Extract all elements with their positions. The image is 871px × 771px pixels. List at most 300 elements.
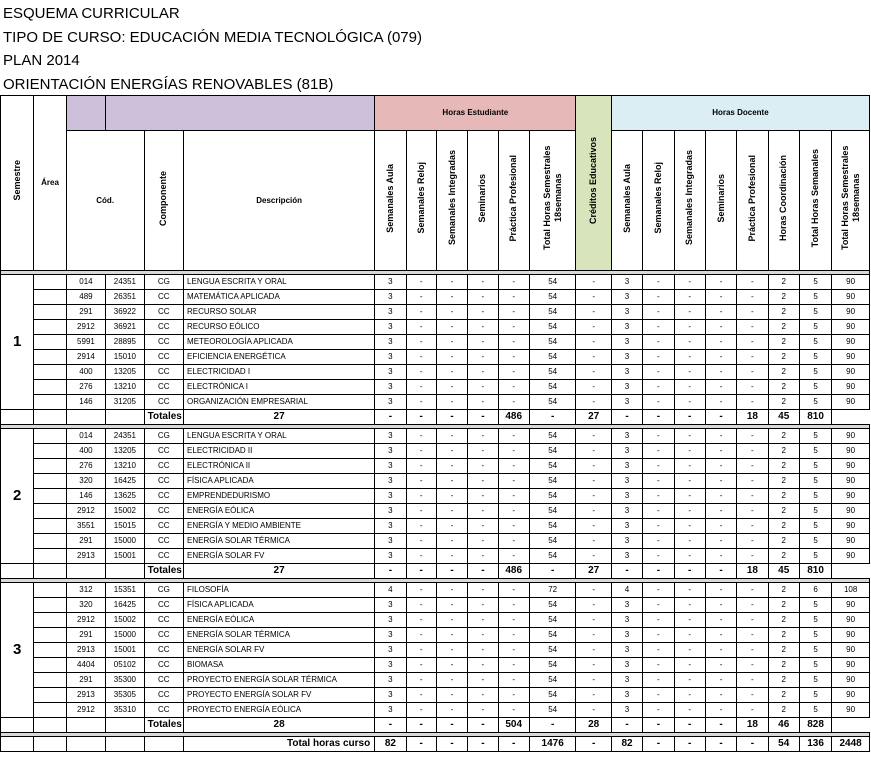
table-row bbox=[1, 290, 870, 305]
table-cell: 90 bbox=[832, 320, 870, 335]
table-cell: 26351 bbox=[106, 290, 144, 305]
table-cell: MATEMÁTICA APLICADA bbox=[184, 290, 375, 305]
table-cell: 108 bbox=[832, 583, 870, 598]
table-cell: - bbox=[674, 275, 705, 290]
grand-blank-cell bbox=[34, 737, 66, 752]
table-cell: - bbox=[705, 703, 736, 718]
totals-blank-cell bbox=[1, 564, 34, 579]
table-cell: - bbox=[406, 489, 436, 504]
grand-total-cell: 54 bbox=[768, 737, 799, 752]
table-cell: - bbox=[737, 688, 768, 703]
table-cell: - bbox=[406, 504, 436, 519]
table-cell: - bbox=[576, 320, 611, 335]
table-cell: 54 bbox=[529, 519, 576, 534]
table-cell: - bbox=[737, 335, 768, 350]
table-cell: - bbox=[468, 519, 498, 534]
table-cell: - bbox=[674, 688, 705, 703]
table-cell: - bbox=[737, 613, 768, 628]
table-cell: - bbox=[705, 489, 736, 504]
table-cell: 5 bbox=[799, 613, 831, 628]
table-cell: - bbox=[674, 519, 705, 534]
table-cell: 54 bbox=[529, 673, 576, 688]
table-cell: - bbox=[705, 504, 736, 519]
table-cell: 3 bbox=[611, 489, 642, 504]
table-cell: - bbox=[576, 350, 611, 365]
table-cell: 3 bbox=[375, 489, 406, 504]
table-cell: 15000 bbox=[106, 534, 144, 549]
table-cell: - bbox=[406, 395, 436, 410]
table-cell: 3 bbox=[611, 365, 642, 380]
totals-cell: - bbox=[705, 410, 736, 425]
table-cell: 2 bbox=[768, 380, 799, 395]
table-cell: - bbox=[674, 350, 705, 365]
table-row bbox=[1, 365, 870, 380]
table-cell: 3 bbox=[611, 613, 642, 628]
grand-total-cell: 2448 bbox=[832, 737, 870, 752]
table-cell: 24351 bbox=[106, 429, 144, 444]
table-cell: - bbox=[406, 290, 436, 305]
table-cell: 6 bbox=[799, 583, 831, 598]
table-cell: 13205 bbox=[106, 444, 144, 459]
purple-band-spacer bbox=[66, 96, 105, 131]
table-cell: 90 bbox=[832, 395, 870, 410]
totals-cell: 486 bbox=[498, 564, 529, 579]
totals-cell: - bbox=[436, 410, 467, 425]
table-cell: 3 bbox=[611, 549, 642, 564]
table-cell: 54 bbox=[529, 628, 576, 643]
grand-total-cell: - bbox=[498, 737, 529, 752]
table-cell: 3 bbox=[375, 613, 406, 628]
table-cell: - bbox=[406, 320, 436, 335]
table-cell: 90 bbox=[832, 673, 870, 688]
table-cell: CC bbox=[144, 459, 183, 474]
table-cell: - bbox=[406, 583, 436, 598]
table-cell: 90 bbox=[832, 380, 870, 395]
table-cell: 5 bbox=[799, 703, 831, 718]
totals-cell: - bbox=[529, 410, 576, 425]
table-cell: 3 bbox=[375, 534, 406, 549]
table-cell: CC bbox=[144, 504, 183, 519]
table-cell: CC bbox=[144, 519, 183, 534]
table-cell: - bbox=[436, 703, 467, 718]
table-cell: ENERGÍA EÓLICA bbox=[184, 613, 375, 628]
table-cell: - bbox=[436, 429, 467, 444]
table-cell: 5 bbox=[799, 474, 831, 489]
table-cell: 2 bbox=[768, 519, 799, 534]
table-cell: 2 bbox=[768, 275, 799, 290]
table-cell: CC bbox=[144, 628, 183, 643]
table-cell: METEOROLOGÍA APLICADA bbox=[184, 335, 375, 350]
area-blank-cell bbox=[34, 658, 66, 673]
table-cell: - bbox=[406, 380, 436, 395]
table-cell: 3 bbox=[611, 305, 642, 320]
area-blank-cell bbox=[34, 504, 66, 519]
table-cell: 90 bbox=[832, 628, 870, 643]
table-cell: 5 bbox=[799, 365, 831, 380]
totals-cell: - bbox=[674, 564, 705, 579]
table-cell: - bbox=[498, 350, 529, 365]
totals-cell: Totales bbox=[144, 410, 183, 425]
table-cell: - bbox=[643, 395, 674, 410]
table-cell: - bbox=[737, 365, 768, 380]
table-cell: 2 bbox=[768, 628, 799, 643]
table-cell: - bbox=[498, 673, 529, 688]
table-cell: 15000 bbox=[106, 628, 144, 643]
table-cell: - bbox=[705, 549, 736, 564]
table-cell: 2 bbox=[768, 429, 799, 444]
table-row bbox=[1, 459, 870, 474]
table-cell: 291 bbox=[66, 305, 105, 320]
totals-blank-cell bbox=[106, 410, 144, 425]
area-blank-cell bbox=[34, 444, 66, 459]
table-cell: - bbox=[468, 350, 498, 365]
table-cell: 13205 bbox=[106, 365, 144, 380]
table-cell: - bbox=[576, 504, 611, 519]
table-cell: - bbox=[406, 658, 436, 673]
table-cell: 54 bbox=[529, 395, 576, 410]
table-cell: 5 bbox=[799, 643, 831, 658]
table-cell: 90 bbox=[832, 549, 870, 564]
table-cell: - bbox=[436, 275, 467, 290]
table-cell: 05102 bbox=[106, 658, 144, 673]
table-cell: 90 bbox=[832, 459, 870, 474]
table-cell: 24351 bbox=[106, 275, 144, 290]
table-row bbox=[1, 489, 870, 504]
table-cell: - bbox=[674, 583, 705, 598]
table-cell: - bbox=[498, 549, 529, 564]
area-blank-cell bbox=[34, 290, 66, 305]
table-cell: - bbox=[643, 365, 674, 380]
table-cell: - bbox=[436, 365, 467, 380]
table-cell: - bbox=[498, 643, 529, 658]
table-cell: 2 bbox=[768, 583, 799, 598]
table-cell: 3 bbox=[611, 320, 642, 335]
table-cell: - bbox=[705, 275, 736, 290]
table-cell: - bbox=[576, 489, 611, 504]
table-cell: 3 bbox=[611, 519, 642, 534]
table-cell: 3 bbox=[611, 429, 642, 444]
table-cell: 90 bbox=[832, 688, 870, 703]
totals-cell: - bbox=[436, 564, 467, 579]
totals-cell: 45 bbox=[768, 564, 799, 579]
table-cell: - bbox=[468, 489, 498, 504]
table-cell: 90 bbox=[832, 534, 870, 549]
grand-total-cell: - bbox=[674, 737, 705, 752]
table-cell: - bbox=[436, 688, 467, 703]
totals-row bbox=[1, 564, 870, 579]
totals-cell: 810 bbox=[799, 410, 831, 425]
document-header bbox=[3, 2, 422, 96]
table-cell: 2 bbox=[768, 320, 799, 335]
table-cell: - bbox=[468, 583, 498, 598]
table-cell: - bbox=[576, 643, 611, 658]
table-cell: - bbox=[436, 519, 467, 534]
table-cell: - bbox=[643, 444, 674, 459]
table-cell: 3 bbox=[611, 380, 642, 395]
table-cell: - bbox=[406, 429, 436, 444]
table-cell: - bbox=[643, 703, 674, 718]
table-cell: CC bbox=[144, 658, 183, 673]
table-cell: - bbox=[468, 459, 498, 474]
table-cell: 54 bbox=[529, 350, 576, 365]
table-cell: - bbox=[406, 275, 436, 290]
table-cell: - bbox=[674, 658, 705, 673]
table-cell: 291 bbox=[66, 628, 105, 643]
grand-total-cell: 82 bbox=[375, 737, 406, 752]
table-cell: - bbox=[737, 350, 768, 365]
table-cell: - bbox=[468, 628, 498, 643]
table-cell: - bbox=[436, 305, 467, 320]
area-blank-cell bbox=[34, 380, 66, 395]
totals-row bbox=[1, 410, 870, 425]
grand-total-cell: - bbox=[468, 737, 498, 752]
table-cell: 320 bbox=[66, 474, 105, 489]
table-cell: 90 bbox=[832, 474, 870, 489]
table-cell: 54 bbox=[529, 290, 576, 305]
totals-cell: - bbox=[375, 718, 406, 733]
totals-cell: - bbox=[643, 410, 674, 425]
table-cell: - bbox=[498, 290, 529, 305]
table-cell: 90 bbox=[832, 519, 870, 534]
table-cell: - bbox=[436, 583, 467, 598]
table-cell: - bbox=[705, 613, 736, 628]
table-cell: 90 bbox=[832, 290, 870, 305]
column-header-row bbox=[1, 131, 870, 271]
table-cell: 014 bbox=[66, 429, 105, 444]
grand-total-cell: - bbox=[436, 737, 467, 752]
table-cell: 54 bbox=[529, 305, 576, 320]
table-cell: ORGANIZACIÓN EMPRESARIAL bbox=[184, 395, 375, 410]
table-cell: - bbox=[705, 583, 736, 598]
totals-cell: - bbox=[643, 564, 674, 579]
col-area: Área bbox=[34, 96, 66, 271]
table-cell: - bbox=[674, 305, 705, 320]
table-cell: - bbox=[674, 504, 705, 519]
table-cell: 2 bbox=[768, 643, 799, 658]
table-cell: 5991 bbox=[66, 335, 105, 350]
table-cell: - bbox=[576, 688, 611, 703]
table-cell: 3 bbox=[375, 643, 406, 658]
totals-cell: 18 bbox=[737, 410, 768, 425]
table-cell: - bbox=[643, 350, 674, 365]
area-blank-cell bbox=[34, 320, 66, 335]
title-esquema: ESQUEMA CURRICULAR bbox=[3, 5, 180, 22]
table-cell: - bbox=[705, 305, 736, 320]
table-cell: 5 bbox=[799, 673, 831, 688]
totals-cell: 504 bbox=[498, 718, 529, 733]
table-cell: - bbox=[406, 519, 436, 534]
table-cell: 3 bbox=[611, 643, 642, 658]
table-cell: 2 bbox=[768, 688, 799, 703]
table-cell: - bbox=[468, 504, 498, 519]
area-blank-cell bbox=[34, 350, 66, 365]
table-cell: 15002 bbox=[106, 504, 144, 519]
table-cell: - bbox=[643, 320, 674, 335]
table-cell: - bbox=[737, 598, 768, 613]
col-descripcion: Descripción bbox=[184, 131, 375, 271]
table-cell: - bbox=[498, 703, 529, 718]
grand-total-cell: 136 bbox=[799, 737, 831, 752]
totals-cell: 810 bbox=[799, 564, 831, 579]
table-cell: - bbox=[576, 429, 611, 444]
table-cell: 36921 bbox=[106, 320, 144, 335]
table-cell: - bbox=[576, 628, 611, 643]
table-cell: 3 bbox=[611, 658, 642, 673]
table-cell: - bbox=[498, 365, 529, 380]
table-cell: 276 bbox=[66, 380, 105, 395]
table-cell: - bbox=[643, 380, 674, 395]
totals-cell: - bbox=[406, 410, 436, 425]
table-cell: - bbox=[498, 335, 529, 350]
table-row bbox=[1, 673, 870, 688]
table-cell: 54 bbox=[529, 335, 576, 350]
table-cell: - bbox=[406, 613, 436, 628]
table-cell: - bbox=[576, 598, 611, 613]
col-est-reloj: Semanales Reloj bbox=[406, 131, 436, 271]
table-cell: 2912 bbox=[66, 613, 105, 628]
table-cell: 16425 bbox=[106, 598, 144, 613]
table-row bbox=[1, 444, 870, 459]
table-cell: RECURSO EÓLICO bbox=[184, 320, 375, 335]
table-cell: 5 bbox=[799, 395, 831, 410]
totals-cell: - bbox=[436, 718, 467, 733]
table-row bbox=[1, 335, 870, 350]
totals-cell: - bbox=[674, 718, 705, 733]
table-cell: 2 bbox=[768, 459, 799, 474]
table-cell: - bbox=[406, 549, 436, 564]
col-est-seminarios: Seminarios bbox=[468, 131, 498, 271]
table-cell: - bbox=[643, 290, 674, 305]
table-cell: - bbox=[406, 350, 436, 365]
totals-cell: 828 bbox=[799, 718, 831, 733]
table-cell: 3 bbox=[375, 598, 406, 613]
table-cell: - bbox=[737, 459, 768, 474]
table-cell: CC bbox=[144, 534, 183, 549]
table-cell: - bbox=[705, 365, 736, 380]
table-cell: 3551 bbox=[66, 519, 105, 534]
table-cell: 5 bbox=[799, 688, 831, 703]
area-blank-cell bbox=[34, 688, 66, 703]
table-cell: 13210 bbox=[106, 459, 144, 474]
table-cell: - bbox=[436, 549, 467, 564]
table-cell: 15001 bbox=[106, 549, 144, 564]
totals-cell: 27 bbox=[184, 564, 375, 579]
table-cell: 3 bbox=[375, 519, 406, 534]
table-cell: 36922 bbox=[106, 305, 144, 320]
table-cell: - bbox=[674, 335, 705, 350]
grand-total-cell: Total horas curso bbox=[184, 737, 375, 752]
table-cell: 13625 bbox=[106, 489, 144, 504]
table-cell: - bbox=[576, 549, 611, 564]
table-cell: - bbox=[498, 305, 529, 320]
table-cell: 3 bbox=[611, 504, 642, 519]
table-cell: 5 bbox=[799, 519, 831, 534]
table-cell: - bbox=[468, 643, 498, 658]
table-cell: 3 bbox=[375, 474, 406, 489]
totals-cell: 18 bbox=[737, 564, 768, 579]
table-cell: - bbox=[576, 703, 611, 718]
table-cell: - bbox=[643, 474, 674, 489]
table-cell: - bbox=[643, 489, 674, 504]
table-row bbox=[1, 380, 870, 395]
table-cell: 2912 bbox=[66, 320, 105, 335]
curriculum-table bbox=[0, 95, 870, 752]
table-cell: PROYECTO ENERGÍA SOLAR TÉRMICA bbox=[184, 673, 375, 688]
col-est-practica: Práctica Profesional bbox=[498, 131, 529, 271]
table-cell: 5 bbox=[799, 350, 831, 365]
table-cell: - bbox=[643, 583, 674, 598]
area-blank-cell bbox=[34, 583, 66, 598]
grand-total-cell: - bbox=[576, 737, 611, 752]
table-row bbox=[1, 613, 870, 628]
table-cell: - bbox=[643, 459, 674, 474]
table-cell: - bbox=[498, 613, 529, 628]
totals-cell: Totales bbox=[144, 718, 183, 733]
table-cell: PROYECTO ENERGÍA SOLAR FV bbox=[184, 688, 375, 703]
table-cell: - bbox=[674, 365, 705, 380]
table-cell: 5 bbox=[799, 628, 831, 643]
table-cell: - bbox=[674, 628, 705, 643]
table-cell: - bbox=[705, 643, 736, 658]
table-cell: - bbox=[643, 549, 674, 564]
table-cell: - bbox=[436, 628, 467, 643]
table-cell: - bbox=[674, 395, 705, 410]
table-cell: 54 bbox=[529, 703, 576, 718]
table-cell: - bbox=[737, 504, 768, 519]
table-cell: CG bbox=[144, 275, 183, 290]
table-cell: - bbox=[576, 613, 611, 628]
table-cell: - bbox=[576, 380, 611, 395]
table-cell: - bbox=[643, 429, 674, 444]
table-cell: - bbox=[436, 504, 467, 519]
table-cell: - bbox=[498, 688, 529, 703]
table-cell: FILOSOFÍA bbox=[184, 583, 375, 598]
table-cell: - bbox=[436, 658, 467, 673]
totals-cell: 46 bbox=[768, 718, 799, 733]
table-cell: - bbox=[674, 534, 705, 549]
table-cell: - bbox=[436, 350, 467, 365]
table-cell: 90 bbox=[832, 598, 870, 613]
table-cell: - bbox=[436, 320, 467, 335]
table-row bbox=[1, 275, 870, 290]
col-doc-integradas: Semanales Integradas bbox=[674, 131, 705, 271]
table-cell: - bbox=[674, 598, 705, 613]
totals-cell: - bbox=[375, 564, 406, 579]
table-cell: - bbox=[468, 275, 498, 290]
table-cell: 3 bbox=[375, 290, 406, 305]
table-cell: - bbox=[737, 305, 768, 320]
grand-total-cell: - bbox=[705, 737, 736, 752]
table-cell: - bbox=[737, 320, 768, 335]
totals-cell: 28 bbox=[576, 718, 611, 733]
table-cell: - bbox=[705, 628, 736, 643]
table-cell: 54 bbox=[529, 534, 576, 549]
table-cell: - bbox=[406, 335, 436, 350]
table-cell: - bbox=[436, 643, 467, 658]
col-cod: Cód. bbox=[66, 131, 144, 271]
table-cell: 54 bbox=[529, 598, 576, 613]
title-tipo-curso: TIPO DE CURSO: EDUCACIÓN MEDIA TECNOLÓGICA (079) bbox=[3, 28, 422, 46]
totals-cell: - bbox=[705, 718, 736, 733]
table-cell: - bbox=[643, 613, 674, 628]
totals-cell: 27 bbox=[576, 564, 611, 579]
table-cell: 320 bbox=[66, 598, 105, 613]
table-cell: - bbox=[576, 673, 611, 688]
table-cell: 3 bbox=[375, 688, 406, 703]
table-cell: 3 bbox=[375, 673, 406, 688]
table-cell: FÍSICA APLICADA bbox=[184, 474, 375, 489]
table-cell: 5 bbox=[799, 335, 831, 350]
